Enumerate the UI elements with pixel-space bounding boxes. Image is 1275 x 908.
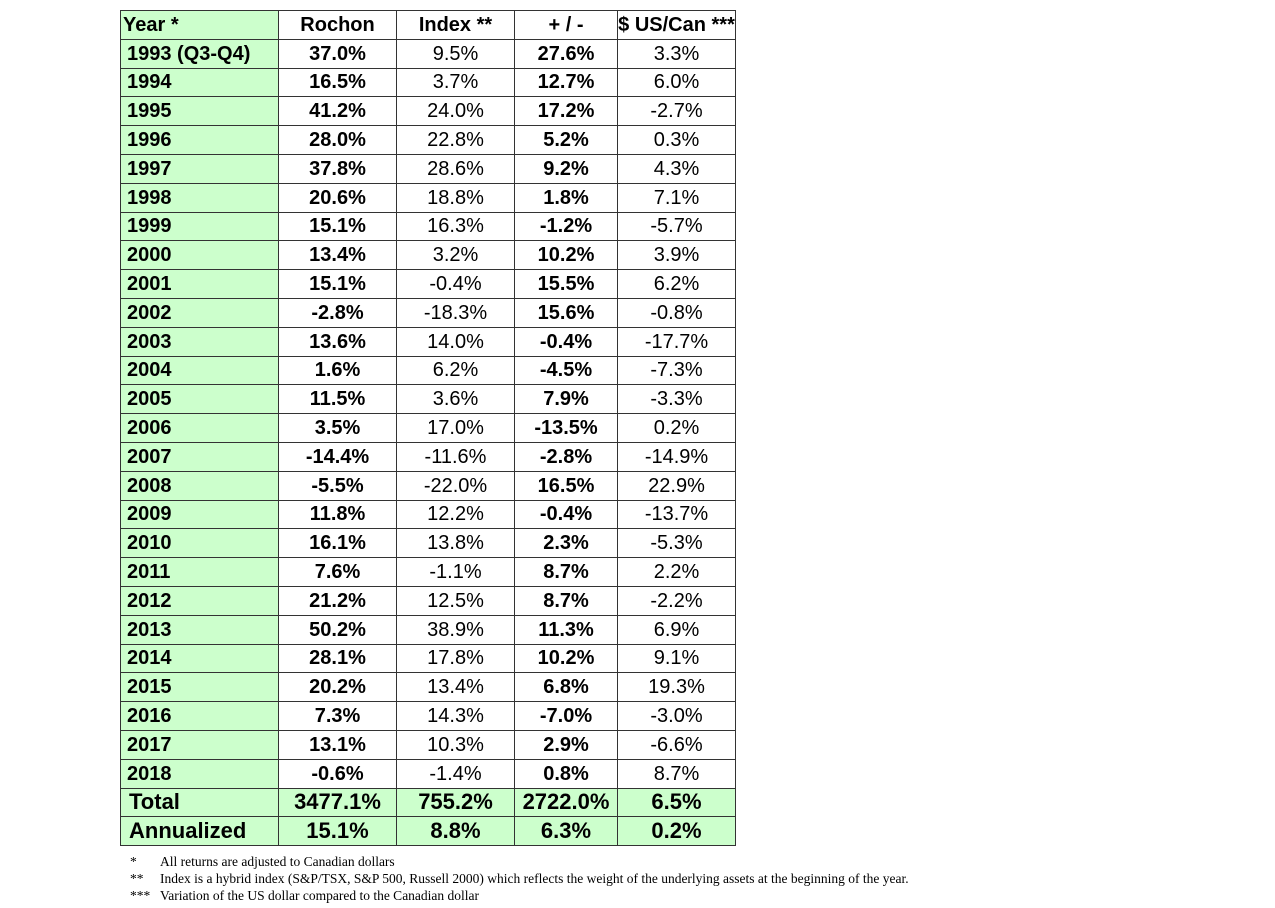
- cell-fx: -14.9%: [618, 442, 736, 471]
- table-row: [121, 298, 736, 327]
- header-rochon: Rochon: [279, 11, 397, 40]
- cell-rochon: 7.3%: [279, 702, 397, 731]
- cell-index: -11.6%: [397, 442, 515, 471]
- cell-index: 24.0%: [397, 97, 515, 126]
- cell-fx: -17.7%: [618, 327, 736, 356]
- table-row: [121, 356, 736, 385]
- cell-year: 2014: [121, 644, 279, 673]
- table-row: [121, 270, 736, 299]
- summary-row: [121, 817, 736, 846]
- cell-diff: 16.5%: [515, 471, 618, 500]
- footnote: [130, 853, 909, 870]
- footnote-text: Index is a hybrid index (S&P/TSX, S&P 500, Russell 2000) which reflects the weight of the underlying assets at the beginning of the year.: [160, 871, 909, 886]
- cell-fx: -13.7%: [618, 500, 736, 529]
- cell-rochon: 3.5%: [279, 414, 397, 443]
- table-row: [121, 414, 736, 443]
- cell-diff: 2.9%: [515, 730, 618, 759]
- cell-rochon: 13.6%: [279, 327, 397, 356]
- cell-index: 755.2%: [397, 788, 515, 817]
- cell-diff: -7.0%: [515, 702, 618, 731]
- table-row: [121, 212, 736, 241]
- cell-index: 3.7%: [397, 68, 515, 97]
- table-row: [121, 126, 736, 155]
- cell-rochon: -5.5%: [279, 471, 397, 500]
- cell-fx: 3.9%: [618, 241, 736, 270]
- cell-diff: 10.2%: [515, 644, 618, 673]
- cell-diff: -4.5%: [515, 356, 618, 385]
- cell-fx: -2.2%: [618, 586, 736, 615]
- table-row: [121, 730, 736, 759]
- cell-fx: -5.3%: [618, 529, 736, 558]
- cell-diff: 8.7%: [515, 558, 618, 587]
- cell-rochon: 15.1%: [279, 817, 397, 846]
- cell-year: 1998: [121, 183, 279, 212]
- cell-rochon: 28.0%: [279, 126, 397, 155]
- cell-rochon: 11.8%: [279, 500, 397, 529]
- cell-rochon: 20.6%: [279, 183, 397, 212]
- cell-rochon: 37.8%: [279, 154, 397, 183]
- table-row: [121, 471, 736, 500]
- cell-year: 1995: [121, 97, 279, 126]
- footnote-mark: *: [130, 854, 137, 869]
- cell-index: 6.2%: [397, 356, 515, 385]
- cell-diff: 8.7%: [515, 586, 618, 615]
- cell-index: 38.9%: [397, 615, 515, 644]
- cell-index: 10.3%: [397, 730, 515, 759]
- cell-year: 2013: [121, 615, 279, 644]
- cell-index: 17.8%: [397, 644, 515, 673]
- cell-fx: 22.9%: [618, 471, 736, 500]
- cell-fx: -2.7%: [618, 97, 736, 126]
- cell-year: 2002: [121, 298, 279, 327]
- cell-rochon: 37.0%: [279, 39, 397, 68]
- cell-index: -1.4%: [397, 759, 515, 788]
- footnote-text: Variation of the US dollar compared to the Canadian dollar: [160, 888, 480, 903]
- table-row: [121, 529, 736, 558]
- cell-index: 14.0%: [397, 327, 515, 356]
- header-index: Index **: [397, 11, 515, 40]
- cell-diff: 5.2%: [515, 126, 618, 155]
- footnote: [130, 870, 909, 887]
- header-diff: + / -: [515, 11, 618, 40]
- table-row: [121, 241, 736, 270]
- returns-table: [120, 10, 736, 846]
- table-row: [121, 39, 736, 68]
- table-row: [121, 442, 736, 471]
- cell-fx: -3.3%: [618, 385, 736, 414]
- cell-year: 1994: [121, 68, 279, 97]
- cell-index: 28.6%: [397, 154, 515, 183]
- cell-year: Total: [121, 788, 279, 817]
- cell-rochon: -2.8%: [279, 298, 397, 327]
- cell-fx: 6.2%: [618, 270, 736, 299]
- cell-fx: 7.1%: [618, 183, 736, 212]
- cell-diff: 9.2%: [515, 154, 618, 183]
- cell-year: 2006: [121, 414, 279, 443]
- cell-rochon: 28.1%: [279, 644, 397, 673]
- footnote-mark: ***: [130, 888, 151, 903]
- cell-rochon: 11.5%: [279, 385, 397, 414]
- footnote-mark: **: [130, 871, 144, 886]
- table-row: [121, 615, 736, 644]
- cell-index: 17.0%: [397, 414, 515, 443]
- cell-rochon: 50.2%: [279, 615, 397, 644]
- cell-year: 2001: [121, 270, 279, 299]
- table-row: [121, 558, 736, 587]
- cell-year: 2012: [121, 586, 279, 615]
- cell-diff: 12.7%: [515, 68, 618, 97]
- cell-year: Annualized: [121, 817, 279, 846]
- cell-year: 1993 (Q3-Q4): [121, 39, 279, 68]
- cell-rochon: 16.5%: [279, 68, 397, 97]
- table-row: [121, 702, 736, 731]
- cell-index: 3.2%: [397, 241, 515, 270]
- cell-diff: -13.5%: [515, 414, 618, 443]
- cell-fx: 4.3%: [618, 154, 736, 183]
- cell-diff: 15.5%: [515, 270, 618, 299]
- cell-rochon: 3477.1%: [279, 788, 397, 817]
- cell-year: 2008: [121, 471, 279, 500]
- cell-index: 18.8%: [397, 183, 515, 212]
- cell-fx: 0.3%: [618, 126, 736, 155]
- cell-year: 1999: [121, 212, 279, 241]
- cell-index: 9.5%: [397, 39, 515, 68]
- cell-index: -22.0%: [397, 471, 515, 500]
- cell-year: 2000: [121, 241, 279, 270]
- table-row: [121, 385, 736, 414]
- cell-index: 22.8%: [397, 126, 515, 155]
- table-row: [121, 68, 736, 97]
- cell-fx: 2.2%: [618, 558, 736, 587]
- cell-index: 13.4%: [397, 673, 515, 702]
- cell-rochon: 21.2%: [279, 586, 397, 615]
- cell-fx: 0.2%: [618, 414, 736, 443]
- cell-diff: 2722.0%: [515, 788, 618, 817]
- cell-index: 16.3%: [397, 212, 515, 241]
- cell-diff: 6.3%: [515, 817, 618, 846]
- cell-diff: -0.4%: [515, 500, 618, 529]
- cell-fx: 6.0%: [618, 68, 736, 97]
- cell-rochon: 7.6%: [279, 558, 397, 587]
- cell-fx: -6.6%: [618, 730, 736, 759]
- cell-diff: 27.6%: [515, 39, 618, 68]
- cell-diff: 6.8%: [515, 673, 618, 702]
- cell-index: 3.6%: [397, 385, 515, 414]
- cell-index: -18.3%: [397, 298, 515, 327]
- cell-year: 2018: [121, 759, 279, 788]
- cell-year: 1997: [121, 154, 279, 183]
- cell-rochon: 16.1%: [279, 529, 397, 558]
- cell-rochon: 15.1%: [279, 270, 397, 299]
- table-row: [121, 673, 736, 702]
- cell-diff: -1.2%: [515, 212, 618, 241]
- table-row: [121, 97, 736, 126]
- cell-index: 12.2%: [397, 500, 515, 529]
- cell-fx: -5.7%: [618, 212, 736, 241]
- cell-rochon: 20.2%: [279, 673, 397, 702]
- cell-year: 1996: [121, 126, 279, 155]
- header-fx: $ US/Can ***: [618, 11, 736, 40]
- cell-year: 2009: [121, 500, 279, 529]
- cell-rochon: -0.6%: [279, 759, 397, 788]
- cell-diff: 10.2%: [515, 241, 618, 270]
- cell-diff: 7.9%: [515, 385, 618, 414]
- cell-rochon: 13.4%: [279, 241, 397, 270]
- footnotes: [130, 853, 909, 904]
- cell-fx: -0.8%: [618, 298, 736, 327]
- cell-year: 2017: [121, 730, 279, 759]
- cell-index: 12.5%: [397, 586, 515, 615]
- cell-year: 2004: [121, 356, 279, 385]
- cell-diff: 0.8%: [515, 759, 618, 788]
- cell-fx: 3.3%: [618, 39, 736, 68]
- cell-fx: -3.0%: [618, 702, 736, 731]
- table-row: [121, 644, 736, 673]
- table-row: [121, 183, 736, 212]
- cell-fx: -7.3%: [618, 356, 736, 385]
- cell-diff: 15.6%: [515, 298, 618, 327]
- summary-row: [121, 788, 736, 817]
- table-row: [121, 759, 736, 788]
- cell-year: 2011: [121, 558, 279, 587]
- cell-fx: 6.9%: [618, 615, 736, 644]
- cell-rochon: 15.1%: [279, 212, 397, 241]
- cell-rochon: -14.4%: [279, 442, 397, 471]
- header-year: Year *: [121, 11, 279, 40]
- cell-diff: 17.2%: [515, 97, 618, 126]
- cell-rochon: 13.1%: [279, 730, 397, 759]
- cell-diff: 1.8%: [515, 183, 618, 212]
- cell-rochon: 41.2%: [279, 97, 397, 126]
- cell-index: -0.4%: [397, 270, 515, 299]
- cell-diff: 11.3%: [515, 615, 618, 644]
- cell-fx: 0.2%: [618, 817, 736, 846]
- table-row: [121, 154, 736, 183]
- cell-fx: 8.7%: [618, 759, 736, 788]
- cell-fx: 6.5%: [618, 788, 736, 817]
- table-row: [121, 327, 736, 356]
- table-row: [121, 500, 736, 529]
- header-row: [121, 11, 736, 40]
- cell-index: 13.8%: [397, 529, 515, 558]
- cell-year: 2015: [121, 673, 279, 702]
- cell-fx: 9.1%: [618, 644, 736, 673]
- table-row: [121, 586, 736, 615]
- cell-diff: -0.4%: [515, 327, 618, 356]
- cell-year: 2010: [121, 529, 279, 558]
- cell-rochon: 1.6%: [279, 356, 397, 385]
- cell-year: 2007: [121, 442, 279, 471]
- cell-year: 2005: [121, 385, 279, 414]
- cell-year: 2016: [121, 702, 279, 731]
- footnote: [130, 887, 909, 904]
- cell-index: 14.3%: [397, 702, 515, 731]
- cell-year: 2003: [121, 327, 279, 356]
- cell-diff: 2.3%: [515, 529, 618, 558]
- cell-index: -1.1%: [397, 558, 515, 587]
- cell-index: 8.8%: [397, 817, 515, 846]
- cell-fx: 19.3%: [618, 673, 736, 702]
- footnote-text: All returns are adjusted to Canadian dollars: [160, 854, 395, 869]
- cell-diff: -2.8%: [515, 442, 618, 471]
